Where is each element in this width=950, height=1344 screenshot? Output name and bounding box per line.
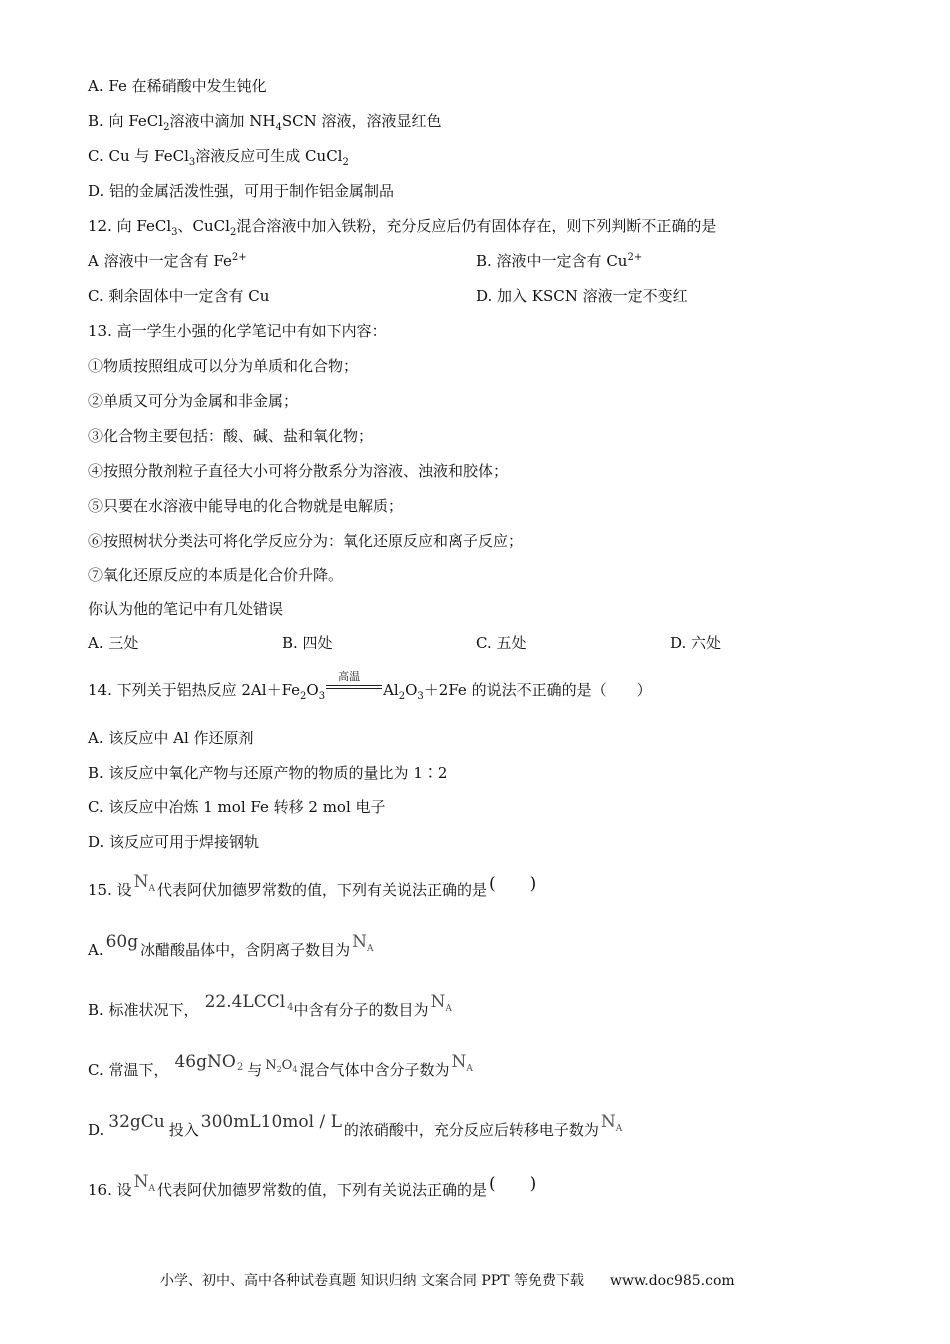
q13-item-3: ③化合物主要包括：酸、碱、盐和氧化物； <box>88 427 374 445</box>
page-footer <box>160 1270 737 1290</box>
q13-item-2: ②单质又可分为金属和非金属； <box>88 392 299 410</box>
q13-stem: 13. 高一学生小强的化学笔记中有如下内容： <box>88 322 387 340</box>
q14-option-b: B. 该反应中氧化产物与还原产物的物质的量比为 1∶2 <box>88 764 448 782</box>
q11-option-c: C. Cu 与 FeCl$_3$溶液反应可生成 CuCl$_2$ <box>88 147 349 168</box>
q15-option-b: B. 标准状况下， 22.4LCCl $^4$中含有分子的数目为 $N^A$ <box>88 992 452 1019</box>
footer-url[interactable]: www.doc985.com <box>609 1273 735 1289</box>
q15-option-c: C. 常温下， 46gNO$^2$ 与 $N^2O^4$ 混合气体中含分子数为 $N^A$ <box>88 1052 473 1079</box>
q15-option-d: D. 32gCu 投入 300mL10mol / L 的浓硝酸中，充分反应后转移电子数为 $N^A$ <box>88 1112 623 1139</box>
q11-option-b: B. 向 FeCl$_2$溶液中滴加 $NH_4SCN$ 溶液，溶液显红色 <box>88 112 442 133</box>
q14-option-c: C. 该反应中冶炼 1 mol Fe 转移 2 mol 电子 <box>88 798 386 816</box>
q14-stem: 14. 下列关于铝热反应 $2Al+Fe_2O_3$ 高温 $Al_2O_3+2Fe$ 的说法不正确的是（ ） <box>88 670 652 702</box>
q13-item-5: ⑤只要在水溶液中能导电的化合物就是电解质； <box>88 497 404 515</box>
q15-stem: 15. 设 $N^A$ 代表阿伏加德罗常数的值，下列有关说法正确的是 ( ) <box>88 872 537 899</box>
q16-stem: 16. 设 $N^A$ 代表阿伏加德罗常数的值，下列有关说法正确的是 ( ) <box>88 1172 537 1199</box>
q13-item-6: ⑥按照树状分类法可将化学反应分为：氧化还原反应和离子反应； <box>88 532 524 550</box>
q13-option-d: D. 六处 <box>670 634 722 652</box>
q12-stem: 12. 向 FeCl$_3$、CuCl$_2$混合溶液中加入铁粉，充分反应后仍有固体存在，则下列判断不正确的是 <box>88 217 717 238</box>
q12-option-d: D. 加入 KSCN 溶液一定不变红 <box>476 287 688 305</box>
q13-option-b: B. 四处 <box>282 634 333 652</box>
q14-option-d: D. 该反应可用于焊接钢轨 <box>88 833 260 851</box>
footer-text: 小学、初中、高中各种试卷真题 知识归纳 文案合同 PPT 等免费下载 <box>160 1273 584 1289</box>
q12-option-a: A 溶液中一定含有 $Fe^{2+}$ <box>88 252 247 270</box>
q11-option-a: A. Fe 在稀硝酸中发生钝化 <box>88 77 267 95</box>
q15-option-a: A. 60g 冰醋酸晶体中，含阴离子数目为 $N^A$ <box>88 932 374 959</box>
q13-item-7: ⑦氧化还原反应的本质是化合价升降。 <box>88 566 344 584</box>
reaction-condition-arrow: 高温 <box>326 681 382 699</box>
q13-option-a: A. 三处 <box>88 634 139 652</box>
q12-option-b: B. 溶液中一定含有 $Cu^{2+}$ <box>476 252 643 270</box>
q12-option-c: C. 剩余固体中一定含有 Cu <box>88 287 270 305</box>
q14-option-a: A. 该反应中 Al 作还原剂 <box>88 729 254 747</box>
q13-item-4: ④按照分散剂粒子直径大小可将分散系分为溶液、浊液和胶体； <box>88 462 509 480</box>
q11-option-d: D. 铝的金属活泼性强，可用于制作铝金属制品 <box>88 182 395 200</box>
q13-option-c: C. 五处 <box>476 634 527 652</box>
q13-item-1: ①物质按照组成可以分为单质和化合物； <box>88 357 359 375</box>
q13-question: 你认为他的笔记中有几处错误 <box>88 600 284 618</box>
